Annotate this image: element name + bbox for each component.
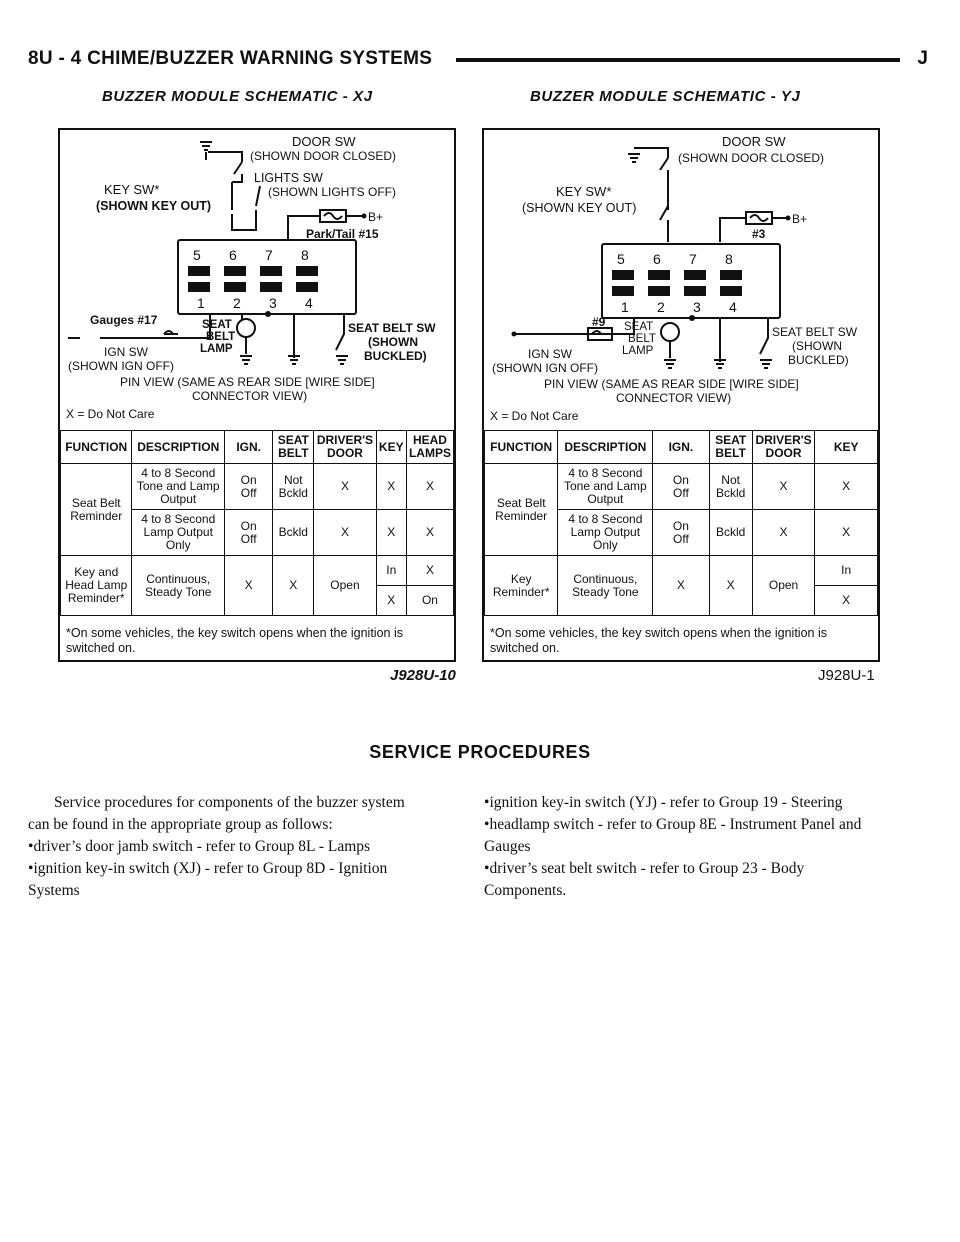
cell-key: X (815, 510, 878, 556)
text-column-right (484, 792, 874, 902)
col-seat-belt: SEAT BELT (709, 431, 752, 464)
seat-belt-sw-3: BUCKLED) (788, 353, 849, 367)
cell-ign: X (225, 556, 273, 616)
cell-ign-switch (653, 510, 709, 556)
list-item-text: headlamp switch - refer to Group 8E - Instrument Panel and Gauges (484, 816, 862, 855)
cell-description: 4 to 8 Second Tone and Lamp Output (132, 464, 225, 510)
col-seat-belt: SEAT BELT (273, 431, 314, 464)
schematic-xj (60, 130, 454, 430)
page-header (28, 44, 928, 74)
pin-2: 2 (657, 299, 665, 315)
pin-view-1: PIN VIEW (SAME AS REAR SIDE [WIRE SIDE] (544, 377, 799, 391)
cell-description: Continuous, Steady Tone (558, 556, 653, 616)
cell-ign-switch (225, 510, 273, 556)
cell-key: X (376, 586, 406, 616)
gauges-fuse-label: Gauges #17 (90, 313, 158, 327)
figure-xj (58, 128, 456, 662)
pin-6: 6 (229, 247, 237, 263)
cell-door: Open (752, 556, 815, 616)
footnote: *On some vehicles, the key switch opens when the ignition is switched on. (66, 626, 403, 655)
seat-belt-lamp-3: LAMP (622, 345, 654, 357)
pin-view-2: CONNECTOR VIEW) (616, 391, 732, 405)
cell-lamps: X (406, 510, 453, 556)
pin-view-2: CONNECTOR VIEW) (192, 389, 308, 403)
legend-text: X = Do Not Care (490, 409, 579, 423)
pin-1: 1 (621, 299, 629, 315)
list-item-text: driver’s seat belt switch - refer to Group 23 - Body Components. (484, 860, 805, 899)
door-sw-label: DOOR SW (292, 134, 356, 149)
cell-door: Open (314, 556, 376, 616)
col-description: DESCRIPTION (132, 431, 225, 464)
cell-lamps: X (406, 556, 453, 586)
bplus-label: B+ (792, 212, 808, 226)
bullet-icon: • (484, 860, 490, 877)
pin-6: 6 (653, 251, 661, 267)
cell-function: Seat Belt Reminder (61, 464, 132, 556)
seat-belt-lamp-1: SEAT (624, 321, 654, 333)
pin-4: 4 (305, 295, 313, 311)
function-table-yj (484, 430, 878, 616)
pin-5: 5 (193, 247, 201, 263)
cell-seat-belt: X (273, 556, 314, 616)
on-label: On (672, 518, 689, 533)
cell-seat-belt: Bckld (709, 510, 752, 556)
ign-sw-2: (SHOWN IGN OFF) (492, 361, 598, 375)
cell-key: X (815, 586, 878, 616)
pin-3: 3 (269, 295, 277, 311)
figure-title-yj: BUZZER MODULE SCHEMATIC - YJ (530, 88, 801, 105)
key-sw-label: KEY SW* (556, 184, 612, 199)
cell-description: 4 to 8 Second Lamp Output Only (132, 510, 225, 556)
bullet-icon: • (28, 838, 34, 855)
off-label: Off (673, 531, 689, 546)
cell-lamps: X (406, 464, 453, 510)
key-sw-state: (SHOWN KEY OUT) (96, 199, 212, 213)
ign-sw-2: (SHOWN IGN OFF) (68, 359, 174, 373)
text-column-left (28, 792, 418, 902)
figure-title-xj: BUZZER MODULE SCHEMATIC - XJ (102, 88, 373, 105)
list-item (28, 858, 418, 902)
col-function: FUNCTION (485, 431, 558, 464)
lights-sw-label: LIGHTS SW (254, 171, 323, 185)
pin-7: 7 (689, 251, 697, 267)
key-sw-state: (SHOWN KEY OUT) (522, 201, 637, 215)
figure-yj (482, 128, 880, 662)
cell-ign-switch (225, 464, 273, 510)
cell-door: X (752, 510, 815, 556)
cell-key: X (376, 464, 406, 510)
section-header: 8U - 4 CHIME/BUZZER WARNING SYSTEMS (28, 48, 433, 69)
cell-key: X (376, 510, 406, 556)
pin-4: 4 (729, 299, 737, 315)
cell-door: X (752, 464, 815, 510)
seat-belt-sw-2: (SHOWN (368, 335, 418, 349)
bullet-icon: • (28, 860, 34, 877)
cell-seat-belt: Bckld (273, 510, 314, 556)
col-ign: IGN. (225, 431, 273, 464)
cell-description: 4 to 8 Second Tone and Lamp Output (558, 464, 653, 510)
cell-function: Key Reminder* (485, 556, 558, 616)
seat-belt-sw-1: SEAT BELT SW (348, 321, 436, 335)
figure-id-yj: J928U-1 (818, 667, 875, 684)
list-item-text: ignition key-in switch (XJ) - refer to Group 8D - Ignition Systems (28, 860, 388, 899)
list-item (484, 858, 874, 902)
cell-key: X (815, 464, 878, 510)
col-function: FUNCTION (61, 431, 132, 464)
col-head-lamps: HEAD LAMPS (406, 431, 453, 464)
cell-seat-belt: Not Bckld (273, 464, 314, 510)
key-sw-label: KEY SW* (104, 182, 160, 197)
cell-lamps: On (406, 586, 453, 616)
footnote: *On some vehicles, the key switch opens when the ignition is switched on. (490, 626, 827, 655)
seat-belt-lamp-1: SEAT (202, 319, 232, 331)
pin-8: 8 (301, 247, 309, 263)
pin-view-1: PIN VIEW (SAME AS REAR SIDE [WIRE SIDE] (120, 375, 375, 389)
on-label: On (672, 472, 689, 487)
door-sw-state: (SHOWN DOOR CLOSED) (250, 149, 397, 163)
manual-code: J (917, 48, 928, 69)
cell-function: Key and Head Lamp Reminder* (61, 556, 132, 616)
list-item-text: driver’s door jamb switch - refer to Group 8L - Lamps (33, 838, 371, 855)
col-ign: IGN. (653, 431, 709, 464)
col-description: DESCRIPTION (558, 431, 653, 464)
intro-paragraph: Service procedures for components of the buzzer system can be found in the appropriate group as follows: (28, 794, 405, 833)
col-key: KEY (815, 431, 878, 464)
door-sw-label: DOOR SW (722, 134, 786, 149)
cell-seat-belt: X (709, 556, 752, 616)
on-label: On (240, 518, 257, 533)
pin-3: 3 (693, 299, 701, 315)
figure-id-xj: J928U-10 (390, 667, 456, 684)
pin-1: 1 (197, 295, 205, 311)
cell-function: Seat Belt Reminder (485, 464, 558, 556)
fuse-label: #3 (752, 227, 766, 241)
list-item (484, 792, 874, 814)
seat-belt-sw-3: BUCKLED) (364, 349, 427, 363)
door-sw-state: (SHOWN DOOR CLOSED) (678, 151, 825, 165)
seat-belt-lamp-2: BELT (628, 333, 656, 345)
cell-door: X (314, 464, 376, 510)
section-title: SERVICE PROCEDURES (369, 742, 591, 762)
cell-ign-switch (653, 464, 709, 510)
seat-belt-sw-1: SEAT BELT SW (772, 325, 858, 339)
seat-belt-lamp-2: BELT (206, 331, 236, 343)
schematic-yj (484, 130, 878, 430)
list-item (28, 836, 418, 858)
ign-sw-1: IGN SW (104, 345, 148, 359)
off-label: Off (240, 531, 257, 546)
on-label: On (240, 472, 257, 487)
header-rule (456, 58, 900, 62)
pin-5: 5 (617, 251, 625, 267)
col-key: KEY (376, 431, 406, 464)
pin-2: 2 (233, 295, 241, 311)
seat-belt-sw-2: (SHOWN (792, 339, 842, 353)
cell-key: In (815, 556, 878, 586)
bullet-icon: • (484, 794, 490, 811)
pin-7: 7 (265, 247, 273, 263)
function-table-xj (60, 430, 454, 616)
off-label: Off (673, 485, 689, 500)
cell-seat-belt: Not Bckld (709, 464, 752, 510)
bplus-label: B+ (368, 210, 384, 224)
ign-sw-1: IGN SW (528, 347, 572, 361)
off-label: Off (240, 485, 257, 500)
pin-8: 8 (725, 251, 733, 267)
col-drivers-door: DRIVER'S DOOR (314, 431, 376, 464)
bullet-icon: • (484, 816, 490, 833)
list-item (484, 814, 874, 858)
col-drivers-door: DRIVER'S DOOR (752, 431, 815, 464)
legend-text: X = Do Not Care (66, 407, 155, 421)
list-item-text: ignition key-in switch (YJ) - refer to Group 19 - Steering (489, 794, 843, 811)
seat-belt-lamp-3: LAMP (200, 343, 233, 355)
ign-fuse-label: #9 (592, 315, 606, 329)
cell-description: 4 to 8 Second Lamp Output Only (558, 510, 653, 556)
cell-description: Continuous, Steady Tone (132, 556, 225, 616)
cell-key: In (376, 556, 406, 586)
fuse-label: Park/Tail #15 (306, 227, 379, 241)
cell-ign: X (653, 556, 709, 616)
cell-door: X (314, 510, 376, 556)
lights-sw-state: (SHOWN LIGHTS OFF) (268, 185, 396, 199)
